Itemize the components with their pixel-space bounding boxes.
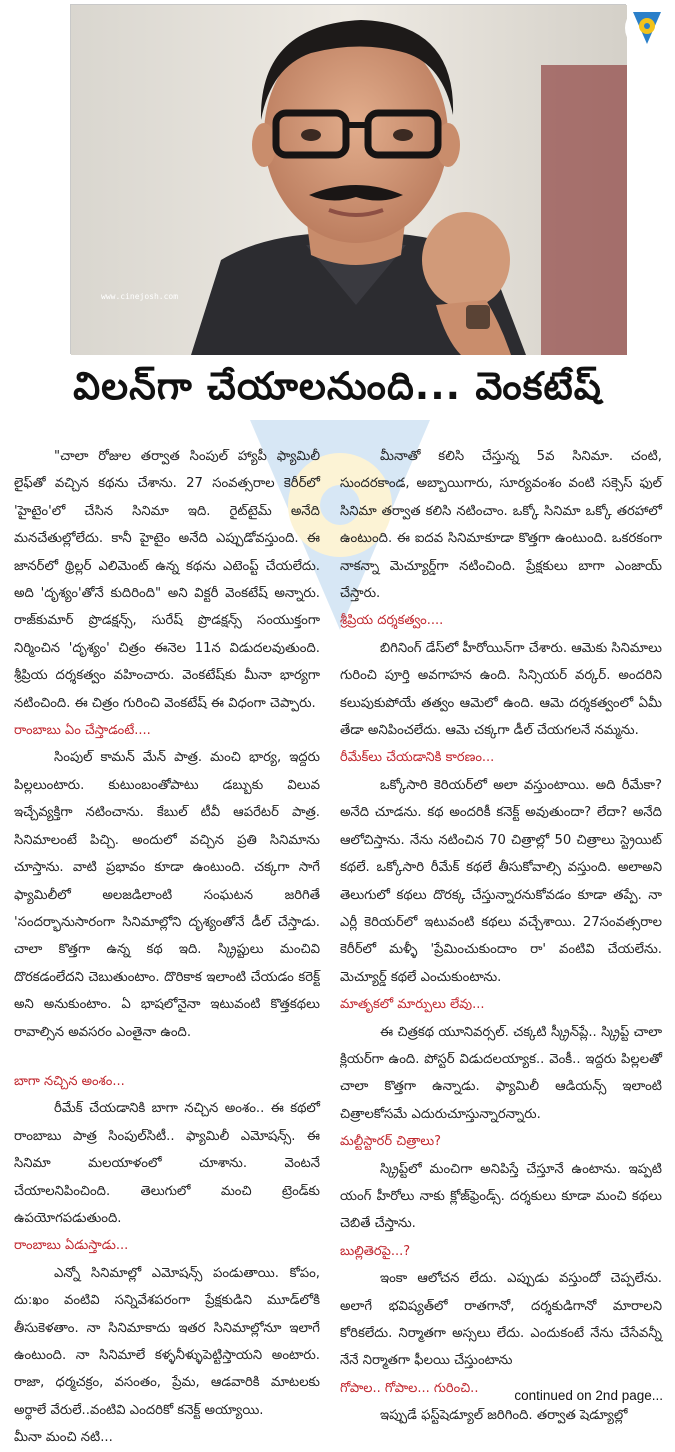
subheading-no-changes: మాతృకలో మార్పులు లేవు... xyxy=(340,997,485,1013)
cinejosh-logo-icon xyxy=(623,4,671,52)
subheading-rambabu: రాంబాబు ఏం చేస్తాడంటే.... xyxy=(14,723,151,739)
section-rambabu-cries-body: ఎన్నో సినిమాల్లో ఎమోషన్స్ పండుతాయి. కోపం, దు:ఖం వంటివి సన్నివేశపరంగా ప్రేక్షకుడిని మూడ్‌లోకి తీసుకెళతాం. నా సినిమాకాదు ఇతర సినిమాల్లోనూ ఇలాగే ఉంటుంది. నా సినిమాలే కళ్ళనీళ్ళుపెట్టిస్తాయని అంటారు. రాజా, ధర్మచక్రం, వసంతం, ప్రేమ, ఆడవారికి మాటలకు అర్థాలే వేరులే..వంటివి ఎందరికో కనెక్ట్ అయ్యాయి. xyxy=(14,1265,320,1418)
section-rambabu-body: సింపుల్ కామన్ మేన్ పాత్ర. మంచి భార్య, ఇద్దరు పిల్లలుంటారు. కుటుంబంతోపాటు డబ్బుకు విలువ ఇచ్చేవ్యక్తిగా నటించాను. కేబుల్ టీవీ ఆపరేటర్ పాత్ర. సినిమాలంటే పిచ్చి. అందులో వచ్చిన ప్రతి సినిమాను చూస్తాను. వాటి ప్రభావం కూడా ఉంటుంది. చక్కగా సాగే ఫ్యామిలీలో అలజడిలాంటి సంఘటన జరిగితే 'సందర్భానుసారంగా సినిమాల్లోని దృశ్యంతోనే డీల్ చేస్తాడు. చాలా కొత్తగా ఉన్న కథ ఇది. స్క్రిప్టులు మంచివి దొరకడంలేదని చెబుతుంటాం. దొరికాక ఇలాంటి చేయడం కరెక్ట్ అని అనుకుంటాం. ఏ భాషలోనైనా ఇటువంటి కొత్తకథలు రావాల్సిన అవసరం ఎంతైనా ఉంది. xyxy=(14,750,320,1040)
article-left-column xyxy=(14,443,320,1452)
article-intro: "చాలా రోజుల తర్వాత సింపుల్ హ్యాపీ ఫ్యామిలీ లైఫ్‌తో వచ్చిన కథను చేశాను. 27 సంవత్సరాల కెరీర్‌లో 'హైటైం'లో చేసిన సినిమా ఇది. రైట్‌టైమ్ అనేది మనచేతుల్లోలేదు. కానీ హైటైం అనేది ఎప్పుడోవస్తుంది. ఈ జానర్‌లో థ్రిల్లర్ ఎలిమెంట్ ఉన్న కథను ఎటెంప్ట్ చేయలేదు. అది 'దృశ్యం'తోనే కుదిరింది" అని విక్టరీ వెంకటేష్ అన్నారు. రాజ్‌కుమార్ ప్రొడక్షన్స్, సురేష్ ప్రొడక్షన్స్ సంయుక్తంగా నిర్మించిన 'దృశ్యం' చిత్రం ఈనెల 11న విడుదలవుతుంది. శ్రీప్రియ దర్శకత్వం వహించారు. వెంకటేష్‌కు మీనా భార్యగా నటించింది. ఈ చిత్రం గురించి వెంకటేష్ ఈ విధంగా చెప్పారు. xyxy=(14,449,320,711)
section-sripriya-body: బిగినింగ్ డేస్‌లో హీరోయిన్‌గా చేశారు. ఆమెకు సినిమాలు గురించి పూర్తి అవగాహన ఉంది. సిన్సియర్ వర్కర్. అందరిని కలుపుకుపోయే తత్వం ఆమెలో ఉంది. ఆమె దర్శకత్వంలో ఏమీ తేడా అనిపించలేదు. ఆమె చక్కగా డీల్ చేయగలనే నమ్మను. xyxy=(340,640,662,739)
article-headline: విలన్‌గా చేయాలనుంది... వెంకటేష్ xyxy=(73,364,602,408)
subheading-gopala-gopala: గోపాల.. గోపాల... గురించి.. xyxy=(340,1380,479,1396)
photo-illustration xyxy=(71,5,627,355)
article-right-column xyxy=(340,443,662,1430)
subheading-small-screen: బుల్లితెరపై...? xyxy=(340,1243,411,1259)
section-multistarrer-body: స్క్రిప్ట్‌లో మంచిగా అనిపిస్తే చేస్తూనే ఉంటాను. ఇప్పటి యంగ్ హీరోలు నాకు క్లోజ్‌ఫ్రెండ్స్. దర్శకులు కూడా మంచి కథలు చెబితే చేస్తాను. xyxy=(340,1161,662,1232)
subheading-rambabu-cries: రాంబాబు ఏడుస్తాడు... xyxy=(14,1238,129,1254)
section-no-changes-body: ఈ చిత్రకథ యూనివర్సల్. చక్కటి స్క్రీన్‌ప్లే.. స్క్రిప్ట్ చాలా క్లియర్‌గా ఉంది. పోస్టర్ విడుదలయ్యాక.. వెంకీ.. ఇద్దరు పిల్లలతో చాలా కొత్తగా ఉన్నాడు. ఫ్యామిలీ ఆడియన్స్ ఇలాంటి చిత్రాలకోసమే ఎదురుచూస్తున్నారన్నారు. xyxy=(340,1024,662,1122)
photo-credit: www.cinejosh.com xyxy=(101,292,179,301)
subheading-multistarrer: మల్టీస్టారర్ చిత్రాలు? xyxy=(340,1134,442,1150)
subheading-liked-aspect: బాగా నచ్చిన అంశం... xyxy=(14,1073,125,1089)
section-liked-aspect-body: రీమేక్ చేయడానికి బాగా నచ్చిన అంశం.. ఈ కథలో రాంబాబు పాత్ర సింపుల్‌సిటీ.. ఫ్యామిలీ ఎమోషన్స్. ఈ సినిమా మలయాళంలో చూశాను. వెంటనే చేయాలనిపించింది. తెలుగులో మంచి ట్రెండ్‌కు ఉపయోగపడుతుంది. xyxy=(14,1101,320,1226)
section-small-screen-body: ఇంకా ఆలోచన లేదు. ఎప్పుడు వస్తుందో చెప్పలేను. అలాగే భవిష్యత్‌లో రాతగానో, దర్శకుడిగానో మారాలని కోరికలేదు. నిర్మాతగా అస్సలు లేదు. ఎందుకంటే నేను చేసేవన్నీ నేనే నిర్మాతగా ఫీలయి చేస్తుంటాను xyxy=(340,1271,663,1369)
right-intro: మీనాతో కలిసి చేస్తున్న 5వ సినిమా. చంటి, సుందరకాండ, అబ్బాయిగారు, సూర్యవంశం వంటి సక్సెస్ ఫుల్ సినిమా తర్వాత కలిసి నటించాం. ఒక్కో సినిమా ఒక్కో తరహాలో ఉంటుంది. ఈ ఐదవ సినిమాకూడా కొత్తగా ఉంటుంది. ఒకరకంగా నాకన్నా మెచ్యూర్డ్‌గా నటించింది. ప్రేక్షకులు బాగా ఎంజాయ్ చేస్తారు. xyxy=(340,449,662,602)
continued-link[interactable]: continued on 2nd page... xyxy=(514,1388,663,1403)
subheading-remake-reason: రీమేక్‌లు చేయడానికి కారణం... xyxy=(340,750,495,766)
section-gopala-body: ఇప్పుడే ఫస్ట్‌షెడ్యూల్ జరిగింది. తర్వాత షెడ్యూల్లో xyxy=(380,1408,628,1424)
section-remake-body: ఒక్కోసారి కెరియర్‌లో అలా వస్తుంటాయి. అది రీమేకా? అనేది చూడను. కథ అందరికీ కనెక్ట్ అవుతుందా? లేదా? అనేది ఆలోచిస్తాను. నేను నటించిన 70 చిత్రాల్లో 50 చిత్రాలు స్ట్రెయిట్ కథలే. ఒక్కోసారి రీమేక్ కథలే తీసుకోవాల్సి వస్తుంది. అలాఅని తెలుగులో కథలు దొరక్క చేస్తున్నారనుకోవడం కూడా తప్పే. నా ఎర్లీ కెరియర్‌లో ఇటువంటి కథలు వచ్చేశాయి. 27సంవత్సరాల కెరీర్‌లో మళ్ళీ 'ప్రేమించుకుందాం రా' వంటివి చేయలేను. మెచ్యూర్డ్ కథలే ఎంచుకుంటాను. xyxy=(340,777,662,985)
subheading-sripriya-direction: శ్రీప్రియ దర్శకత్వం.... xyxy=(340,613,444,629)
paragraph-meena-good-actress: మీనా మంచి నటి... xyxy=(14,1430,113,1446)
article-photo xyxy=(70,4,626,354)
